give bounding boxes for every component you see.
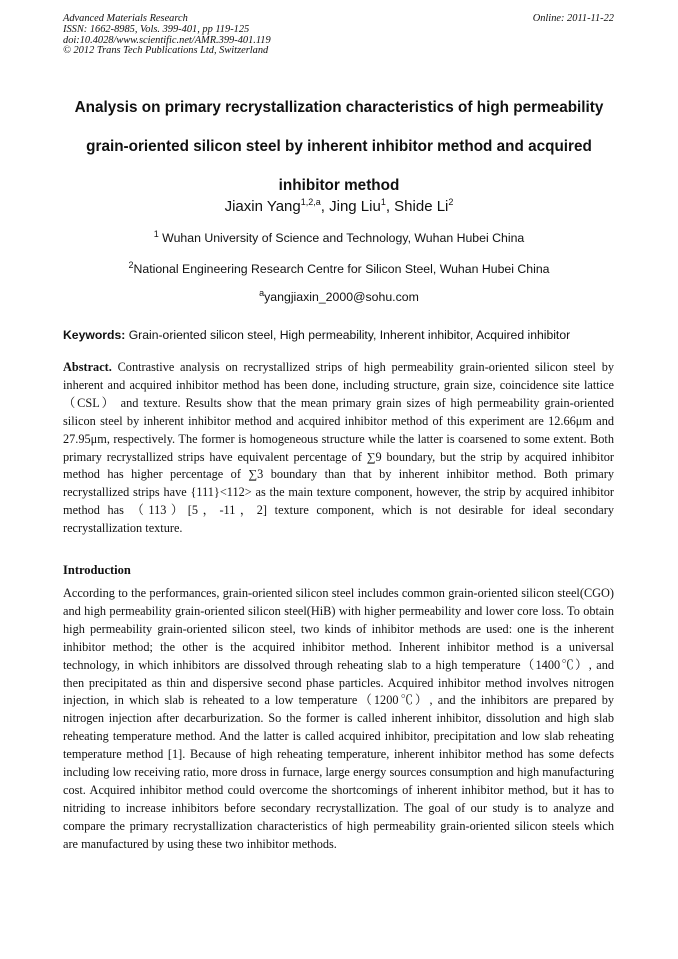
abstract-label: Abstract. (63, 360, 112, 374)
copyright-line: © 2012 Trans Tech Publications Ltd, Switzerland (63, 45, 269, 57)
affiliation-2 (0, 259, 678, 276)
keywords (63, 328, 618, 342)
issn-line: ISSN: 1662-8985, Vols. 399-401, pp 119-125 (63, 23, 250, 35)
affiliation-2-text: National Engineering Research Centre for Silicon Steel, Wuhan Hubei China (133, 262, 550, 276)
email-mark: a (259, 287, 265, 298)
affiliation-1-text: Wuhan University of Science and Technology, Wuhan Hubei China (158, 231, 525, 245)
keywords-label: Keywords: (63, 328, 126, 342)
online-date: Online: 2011-11-22 (532, 13, 614, 24)
title-line-2: grain-oriented silicon steel by inherent inhibitor method and acquired (86, 138, 592, 155)
title-line-1: Analysis on primary recrystallization characteristics of high permeability (74, 99, 604, 116)
author-3-affiliation: 2 (448, 197, 454, 207)
author-1-affiliation: 1,2,a (300, 197, 321, 207)
introduction-paragraph: According to the performances, grain-oriented silicon steel includes common grain-oriented silicon steel(CGO) and high permeability grain-oriented silicon steel(HiB) with higher permeability and lower core loss. To obtain high permeability grain-oriented silicon steel, two kinds of inhibitor methods are used: one is the inherent inhibitor method; the other is the acquired inhibitor method. Inherent inhibitor method is a universal technology, in which inhibitors are dissolved through reheating slab to a high temperature（1400℃）, and then precipitated as thin and dispersive second phase particles. Acquired inhibitor method involves nitrogen injection, in which slab is reheated to a low temperature（1200℃）, and the inhibitors are prepared by nitrogen injection after decarburization. So the former is called inherent inhibitor, dissolution and high slab reheating temperature method. And the latter is called acquired inhibitor, precipitation and low slab reheating temperature method [1]. Because of high reheating temperature, inherent inhibitor method has some defects including low receiving ratio, more dross in furnace, large energy sources consumption and high manufacturing cost. Acquired inhibitor method could overcome the shortcomings of inherent inhibitor method, but it has to nitriding to increase inhibitors before secondary recrystallization. The goal of our study is to analyze and compare the primary recrystallization characteristics of high permeability grain-oriented silicon steels which are manufactured by using these two inhibitor methods. (63, 586, 614, 851)
author-3: , Shide Li (385, 198, 449, 215)
keywords-text: Grain-oriented silicon steel, High permeability, Inherent inhibitor, Acquired inhibitor (125, 328, 571, 342)
affiliation-2-mark: 2 (128, 259, 134, 270)
abstract-paragraph (63, 359, 614, 538)
author-list (0, 198, 678, 215)
author-email (0, 287, 678, 304)
doi-line: doi:10.4028/www.scientific.net/AMR.399-401.119 (63, 34, 271, 46)
introduction-heading: Introduction (63, 563, 131, 577)
email-text: yangjiaxin_2000@sohu.com (264, 290, 419, 304)
abstract-text: Contrastive analysis on recrystallized strips of high permeability grain-oriented silicon steel by inherent and acquired inhibitor method has been done, including structure, grain size, coincidence site lattice（CSL） and texture. Results show that the mean primary grain sizes of high permeability grain-oriented silicon steel by inherent inhibitor method and acquired inhibitor method of this experiment are 12.66μm and 27.95μm, respectively. The former is homogeneous structure while the latter is coarsened to some extent. Both primary recrystallized strips have equivalent percentage of ∑9 boundary, but the strip by acquired inhibitor method has higher percentage of ∑3 boundary than that by inherent inhibitor method. Both primary recrystallized strips have {111}<112> as the main texture component, however, the strip by acquired inhibitor method has （113）[5，-11，2] texture component, which is not desirable for ideal secondary recrystallization texture. (63, 360, 614, 536)
author-1: Jiaxin Yang (224, 198, 301, 215)
journal-header (63, 14, 614, 57)
affiliation-1 (0, 228, 678, 245)
paper-title (58, 88, 620, 205)
author-2-affiliation: 1 (380, 197, 386, 207)
affiliation-1-mark: 1 (153, 228, 159, 239)
title-line-3: inhibitor method (278, 177, 400, 194)
journal-name: Advanced Materials Research (63, 13, 188, 24)
author-2: , Jing Liu (320, 198, 381, 215)
